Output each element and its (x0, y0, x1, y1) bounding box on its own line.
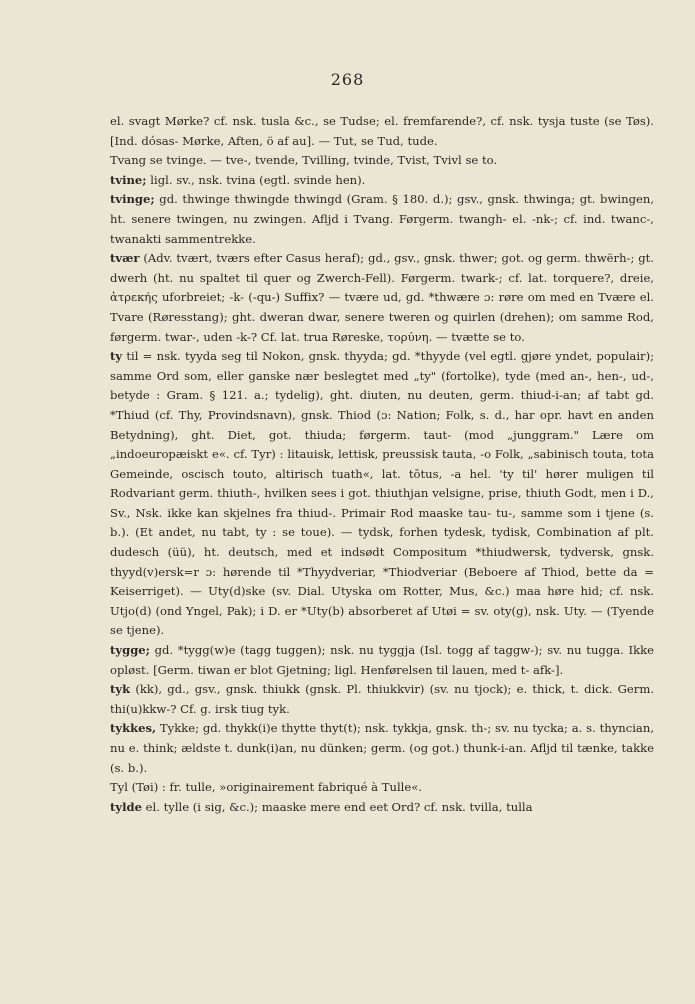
entry-headword: tvine; (110, 172, 147, 187)
entry-text: Tvang se tvinge. — tve-, tvende, Tvilling, tvinde, Tvist, Tvivl se to. (110, 153, 498, 168)
entry-text: el. svagt Mørke? cf. nsk. tusla &c., se Tudse; el. fremfarende?, cf. nsk. tysja tuste (se Tøs). [Ind. dósas- Mørke, Aften, ö af au]. — Tut, se Tud, tude. (110, 114, 654, 148)
entry (110, 151, 654, 171)
entry-headword: tygge; (110, 643, 150, 658)
entry (110, 190, 654, 249)
entry-headword: tyk (110, 682, 131, 697)
entry-text: el. tylle (i sig, &c.); maaske mere end eet Ord? cf. nsk. tvilla, tulla (145, 799, 533, 814)
entry-headword: tykkes, (110, 721, 157, 736)
entry (110, 680, 654, 719)
entry (110, 171, 654, 191)
entry (110, 778, 654, 798)
entry-text: gd. thwinge thwingde thwingd (Gram. § 180. d.); gsv., gnsk. thwinga; gt. bwingen, ht. senere twingen, nu zwingen. Afljd i Tvang. Førgerm. twangh- el. -nk-; cf. ind. twanc-, twanakti sammentrekke. (110, 192, 654, 246)
entry (110, 249, 654, 347)
page-number: 268 (330, 70, 365, 89)
entry-headword: ty (110, 349, 123, 364)
entry (110, 719, 654, 778)
entry (110, 347, 654, 641)
entry-text: ligl. sv., nsk. tvina (egtl. svinde hen). (150, 172, 366, 187)
entry-text: til = nsk. tyyda seg til Nokon, gnsk. thyyda; gd. *thyyde (vel egtl. gjøre yndet, populair); samme Ord som, eller ganske nær beslegtet med „ty" (fortolke), tyde (med an-, hen-, ud-, betyde : Gram. § 121. a.; tydelig), ght. diuten, nu deuten, germ. thiud-i-an; af tabt gd. *Thiud (cf. Thy, Provindsnavn), gnsk. Thiod (ɔ: Nation; Folk, s. d., har opr. havt en anden Betydning), ght. Diet, got. thiuda; førgerm. taut- (mod „junggram." Lære om „indoeuropæiskt e«. cf. Tyr) : litauisk, lettisk, preussisk tauta, -o Folk, „sabinisch touta, tota Gemeinde, oscisch touto, altirisch tuath«, lat. tōtus, -a hel. 'ty til' hører muligen til Rodvariant germ. thiuth-, hvilken sees i got. thiuthjan velsigne, prise, thiuth Godt, men i D., Sv., Nsk. ikke kan skjelnes fra thiud-. Primair Rod maaske tau- tu-, samme som i tjene (s. b.). (Et andet, nu tabt, ty : se toue). — tydsk, forhen tydesk, tydisk, Combination af plt. dudesch (üü), ht. deutsch, med et indsødt Compositum *thiudwersk, tydversk, gnsk. thyyd(v)ersk=r ɔ: hørende til *Thyydveriar, *Thiodveriar (Beboere af Thiod, bette da = Keiserriget). — Uty(d)ske (sv. Dial. Utyska om Rotter, Mus, &c.) maa høre hid; cf. nsk. Utjo(d) (ond Yngel, Pak); i D. er *Uty(b) absorberet af Utøi = sv. oty(g), nsk. Uty. — (Tyende se tjene). (110, 349, 654, 638)
entry (110, 798, 654, 818)
entry-text: (Adv. tvært, tværs efter Casus heraf); gd., gsv., gnsk. thwer; got. og germ. thwërh-; gt. dwerh (ht. nu spaltet til quer og Zwerch-Fell). Førgerm. twark-; cf. lat. torquere?, dreie, ἀτρεκής uforbreiet; -k- (-qu-) Suffix? — tvære ud, gd. *thwære ɔ: røre om med en Tvære el. Tvare (Røresstang); ght. dweran dwar, senere tweren og quirlen (drehen); om samme Rod, førgerm. twar-, uden -k-? Cf. lat. trua Røreske, τορύνη. — tvætte se to. (110, 251, 654, 344)
entry (110, 112, 654, 151)
entry-headword: tvinge; (110, 192, 155, 207)
entry-headword: tylde (110, 799, 142, 814)
entry (110, 641, 654, 680)
dictionary-text (110, 112, 654, 817)
entry-text: gd. *tygg(w)e (tagg tuggen); nsk. nu tyggja (Isl. togg af taggw-); sv. nu tugga. Ikke opløst. [Germ. tiwan er blot Gjetning; ligl. Henførelsen til lauen, med t- afk-]. (110, 643, 655, 677)
entry-text: Tykke; gd. thykk(i)e thytte thyt(t); nsk. tykkja, gnsk. th-; sv. nu tycka; a. s. thyncian, nu e. think; ældste t. dunk(i)an, nu dünken; germ. (og got.) thunk-i-an. Afljd til tænke, takke (s. b.). (110, 721, 654, 775)
entry-text: Tyl (Tøi) : fr. tulle, »originairement fabriqué à Tulle«. (110, 780, 422, 795)
entry-text: (kk), gd., gsv., gnsk. thiukk (gnsk. Pl. thiukkvir) (sv. nu tjock); e. thick, t. dick. Germ. thi(u)kkw-? Cf. g. irsk tiug tyk. (110, 682, 655, 716)
entry-headword: tvær (110, 251, 140, 266)
